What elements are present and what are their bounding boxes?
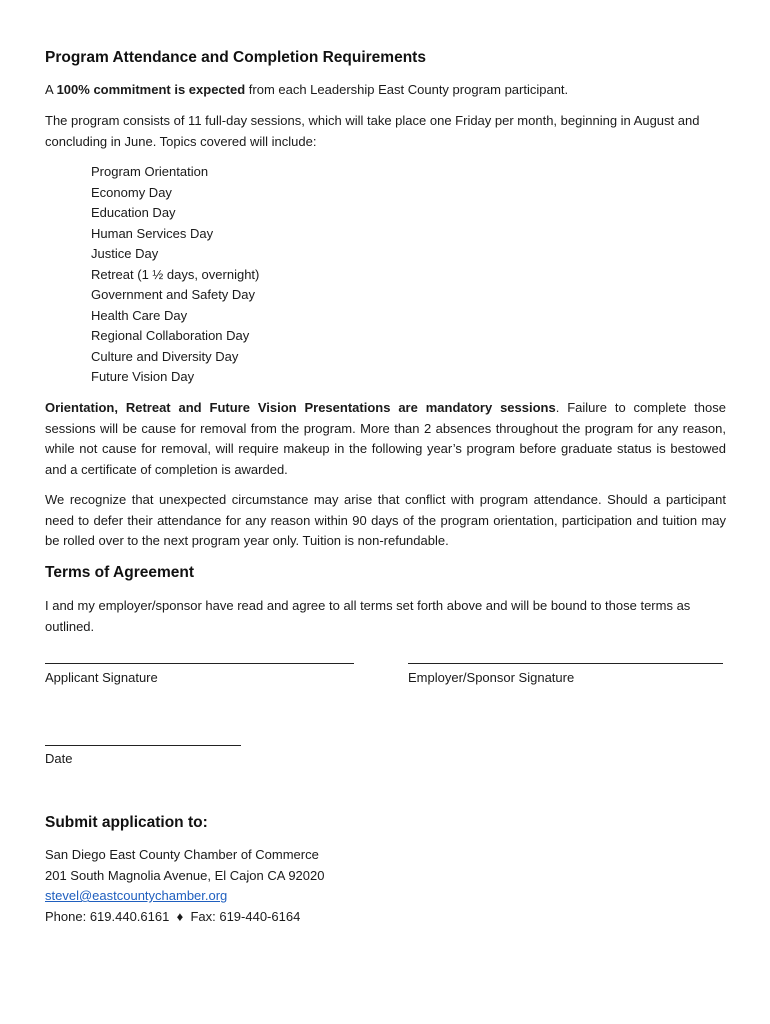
applicant-signature-line[interactable] — [45, 663, 354, 664]
topics-list — [91, 162, 259, 388]
attendance-heading: Program Attendance and Completion Requirements — [45, 49, 426, 66]
intro-rest: from each Leadership East County program participant. — [245, 82, 569, 97]
phone-fax-line — [45, 907, 324, 928]
topic-item: Human Services Day — [91, 225, 214, 241]
applicant-signature-label: Applicant Signature — [45, 670, 158, 685]
date-label: Date — [45, 751, 73, 766]
intro-prefix: A — [45, 82, 57, 97]
sessions-paragraph: The program consists of 11 full-day sessions, which will take place one Friday per month, beginning in August and concluding in June. Topics covered will include: — [45, 113, 700, 149]
mailing-address: 201 South Magnolia Avenue, El Cajon CA 92020 — [45, 867, 325, 883]
topic-item: Regional Collaboration Day — [91, 328, 250, 343]
commitment-emphasis: 100% commitment is expected — [56, 82, 246, 97]
topic-item: Economy Day — [91, 184, 172, 200]
topic-item: Program Orientation — [91, 164, 209, 179]
topic-item: Culture and Diversity Day — [91, 348, 239, 364]
terms-heading: Terms of Agreement — [45, 564, 195, 581]
mandatory-emphasis: Orientation, Retreat and Future Vision Presentations are mandatory sessions — [45, 400, 556, 415]
date-line[interactable] — [45, 745, 241, 746]
submit-heading: Submit application to: — [45, 814, 208, 831]
employer-signature-line[interactable] — [408, 663, 723, 664]
fax-number: Fax: 619-440-6164 — [190, 908, 301, 924]
email-link[interactable]: stevel@eastcountychamber.org — [45, 888, 228, 903]
topic-item: Government and Safety Day — [91, 287, 256, 302]
topic-item: Retreat (1 ½ days, overnight) — [91, 266, 260, 282]
topic-item: Justice Day — [91, 246, 159, 261]
topic-item: Health Care Day — [91, 307, 188, 323]
contact-block — [45, 845, 324, 927]
employer-signature-label: Employer/Sponsor Signature — [408, 670, 575, 685]
deferral-paragraph: We recognize that unexpected circumstance may arise that conflict with program attendance. Should a participant need to defer their attendance for any reason within 90 days of the program orientation, participation and tuition may be rolled over to the next program year only. Tuition is non-refundable. — [45, 492, 726, 548]
diamond-separator-icon: ♦ — [176, 908, 184, 924]
terms-paragraph: I and my employer/sponsor have read and agree to all terms set forth above and will be bound to those terms as outlined. — [45, 598, 691, 634]
commitment-paragraph — [45, 80, 726, 101]
mandatory-paragraph — [45, 398, 726, 480]
topic-item: Future Vision Day — [91, 369, 195, 384]
mandatory-rest: . Failure to complete those sessions will be cause for removal from the program. More than 2 absences throughout the program for any reason, while not cause for removal, will require makeup in the following year’s program before graduate status is bestowed and a certificate of completion is awarded. — [45, 400, 726, 477]
phone-number: Phone: 619.440.6161 — [45, 908, 170, 924]
topic-item: Education Day — [91, 205, 176, 220]
organization-name: San Diego East County Chamber of Commerce — [45, 847, 319, 862]
